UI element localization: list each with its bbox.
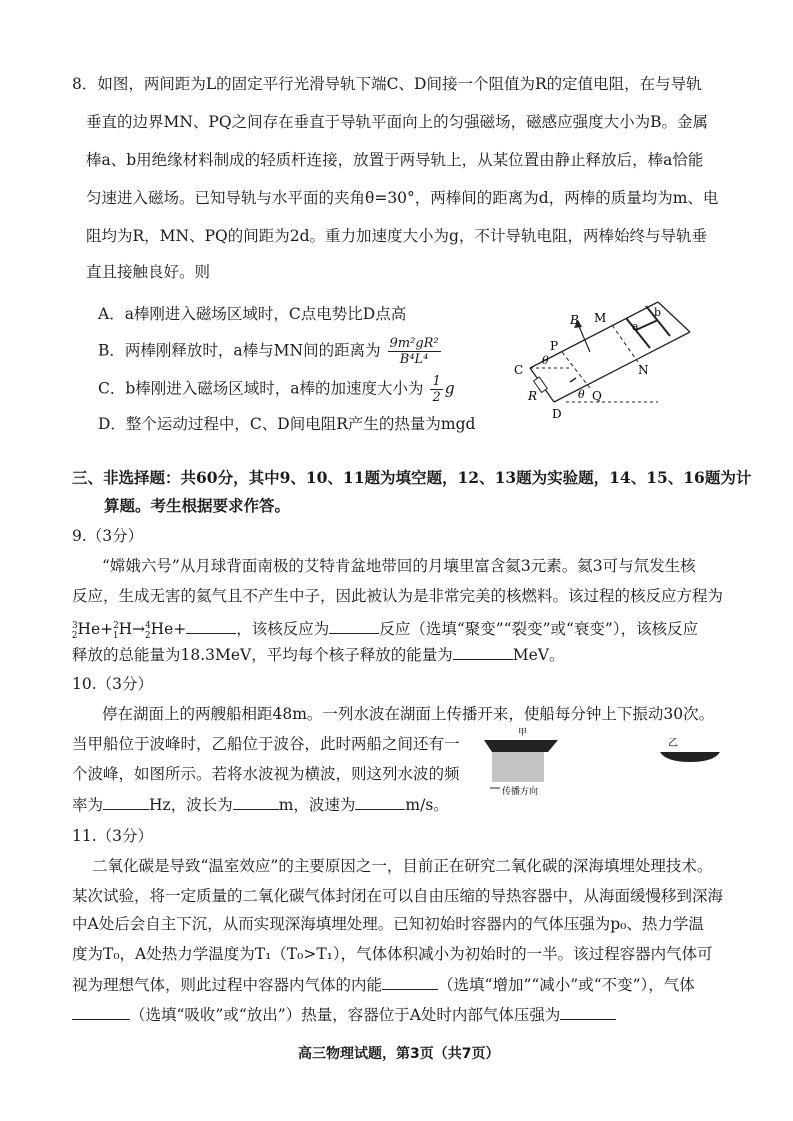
fraction-numerator: 9m²gR² xyxy=(389,336,439,351)
label-theta-2: θ xyxy=(578,388,585,401)
boat-yi xyxy=(660,752,720,762)
boat-jia xyxy=(484,740,558,752)
q8-option-c xyxy=(98,374,455,405)
q8-line-1: 8．如图，两间距为L的固定平行光滑导轨下端C、D间接一个阻值为R的定值电阻，在与导轨 xyxy=(72,75,702,93)
q8-option-b xyxy=(98,336,443,367)
q9-blank-energy[interactable] xyxy=(453,644,513,660)
q11-line-5 xyxy=(72,974,695,995)
section-3-heading: 三、非选择题：共60分，其中9、10、11题为填空题，12、13题为实验题，14、15、16题为计 xyxy=(72,468,752,487)
label-c: C xyxy=(514,363,524,377)
q10-text-speed: m，波速为 xyxy=(278,796,356,814)
q9-blank-reaction-type[interactable] xyxy=(329,618,379,634)
eq-he4: He+ xyxy=(150,620,187,639)
q8-line-6: 直且接触良好。则 xyxy=(86,263,211,281)
q11-blank-internal-energy[interactable] xyxy=(382,974,438,990)
eq-h2: H→ xyxy=(118,620,146,639)
q8-option-a: A．a棒刚进入磁场区域时，C点电势比D点高 xyxy=(98,305,407,323)
q8-option-c-suffix: g xyxy=(444,379,455,398)
q11-line-4: 度为T₀，A处热力学温度为T₁（T₀>T₁），气体体积减小为初始时的一半。该过程容器内气体可 xyxy=(72,945,713,963)
rail-magnetic-field-diagram xyxy=(508,290,708,425)
q9-text-choices: 反应（选填“聚变”“裂变”或“衰变”），该核反应 xyxy=(379,620,699,639)
q11-line-2: 某次试验，将一定质量的二氧化碳气体封闭在可以自由压缩的导热容器中，从海面缓慢移到深海 xyxy=(72,887,724,905)
label-a: a xyxy=(632,320,639,333)
q11-text-choices: （选填“增加”“减小”或“不变”），气体 xyxy=(438,976,695,994)
q10-text-wavelength: Hz，波长为 xyxy=(149,796,233,814)
label-jia: 甲 xyxy=(518,728,528,738)
q10-blank-speed[interactable] xyxy=(355,794,405,810)
q10-text-unit: m/s。 xyxy=(405,796,449,814)
fraction-denominator: 2 xyxy=(432,390,441,405)
q8-line-3: 棒a、b用绝缘材料制成的轻质杆连接，放置于两导轨上，从某位置由静止释放后，棒a恰能 xyxy=(86,151,704,169)
label-propagation-direction: 传播方向 xyxy=(502,787,539,797)
q8-line-5: 阻均为R，MN、PQ的间距为2d。重力加速度大小为g，不计导轨电阻，两棒始终与导轨垂 xyxy=(86,227,707,245)
q11-text-pressure: （选填“吸收”或“放出”）热量，容器位于A处时内部气体压强为 xyxy=(130,1006,561,1024)
boat-jia-illustration xyxy=(478,726,576,798)
q10-head: 10.（3分） xyxy=(72,675,154,693)
fraction-numerator: 1 xyxy=(432,374,441,389)
q10-line-2: 当甲船位于波峰时，乙船位于波谷，此时两船之间还有一 xyxy=(72,735,460,753)
q8-line-4: 匀速进入磁场。已知导轨与水平面的夹角θ=30°，两棒间的距离为d，两棒的质量均为m、电 xyxy=(86,189,719,207)
q9-text-energy: 释放的总能量为18.3MeV，平均每个核子释放的能量为 xyxy=(72,646,453,664)
q9-blank-product[interactable] xyxy=(186,618,236,634)
label-q: Q xyxy=(592,389,602,403)
q9-line-2: 反应，生成无害的氦气且不产生中子，因此被认为是非常完美的核燃料。该过程的核反应方程为 xyxy=(72,587,724,605)
rail-lower xyxy=(554,332,690,402)
q11-text-internal-energy: 视为理想气体，则此过程中容器内气体的内能 xyxy=(72,976,383,994)
q10-text-freq: 率为 xyxy=(72,796,104,814)
q9-line-1: “嫦娥六号”从月球背面南极的艾特肯盆地带回的月壤里富含氦3元素。氦3可与氘发生核 xyxy=(102,557,696,575)
label-b-rod: b xyxy=(654,306,662,319)
label-p: P xyxy=(550,339,559,353)
q10-blank-frequency[interactable] xyxy=(103,794,149,810)
q10-line-3: 个波峰，如图所示。若将水波视为横波，则这列水波的频 xyxy=(72,765,460,783)
q10-line-4 xyxy=(72,794,449,815)
q11-blank-pressure[interactable] xyxy=(560,1004,616,1020)
q9-head: 9.（3分） xyxy=(72,527,144,545)
q10-blank-wavelength[interactable] xyxy=(233,794,279,810)
q9-line-4 xyxy=(72,644,565,665)
boundary-pq xyxy=(562,352,590,388)
q11-line-3: 中A处后会自主下沉，从而实现深海填埋处理。已知初始时容器内的气体压强为p₀、热力学温 xyxy=(72,915,704,933)
boat-yi-illustration xyxy=(656,734,726,768)
q10-line-1: 停在湖面上的两艘船相距48m。一列水波在湖面上传播开来，使船每分钟上下振动30次。 xyxy=(102,705,715,723)
section-3-heading-cont: 算题。考生根据要求作答。 xyxy=(104,496,291,515)
eq-he3: He+ xyxy=(77,620,114,639)
label-b-field: B xyxy=(570,313,579,327)
label-r: R xyxy=(528,389,538,403)
page-footer: 高三物理试题，第3页（共7页） xyxy=(298,1046,500,1062)
q9-text-reaction: ，该核反应为 xyxy=(236,620,330,639)
q9-equation: $^3_2$He+$^2_1$H→$^4_2$He+ xyxy=(71,620,187,642)
label-m: M xyxy=(594,311,607,325)
label-n: N xyxy=(638,363,649,377)
q11-line-6 xyxy=(72,1004,616,1025)
q11-line-1: 二氧化碳是导致“温室效应”的主要原因之一，目前正在研究二氧化碳的深海填埋处理技术。 xyxy=(92,857,713,875)
q8-line-2: 垂直的边界MN、PQ之间存在垂直于导轨平面向上的匀强磁场，磁感应强度大小为B。金属 xyxy=(86,113,708,131)
fraction-denominator: B⁴L⁴ xyxy=(399,352,429,367)
q9-text-unit: MeV。 xyxy=(512,646,565,664)
label-theta-1: θ xyxy=(542,354,549,367)
q11-head: 11.（3分） xyxy=(72,827,154,845)
label-yi: 乙 xyxy=(668,738,678,749)
water-illustration xyxy=(492,752,544,782)
q9-line-3 xyxy=(72,616,698,646)
q8-option-c-text: C．b棒刚进入磁场区域时，a棒的加速度大小为 xyxy=(98,379,424,398)
q8-option-d: D．整个运动过程中，C、D间电阻R产生的热量为mgd xyxy=(98,415,476,433)
q8-option-c-fraction xyxy=(430,374,442,405)
q8-option-b-fraction xyxy=(388,336,441,367)
q11-blank-heat[interactable] xyxy=(72,1004,130,1020)
label-d: D xyxy=(552,407,562,421)
q8-option-b-text: B．两棒刚释放时，a棒与MN间的距离为 xyxy=(98,341,381,360)
